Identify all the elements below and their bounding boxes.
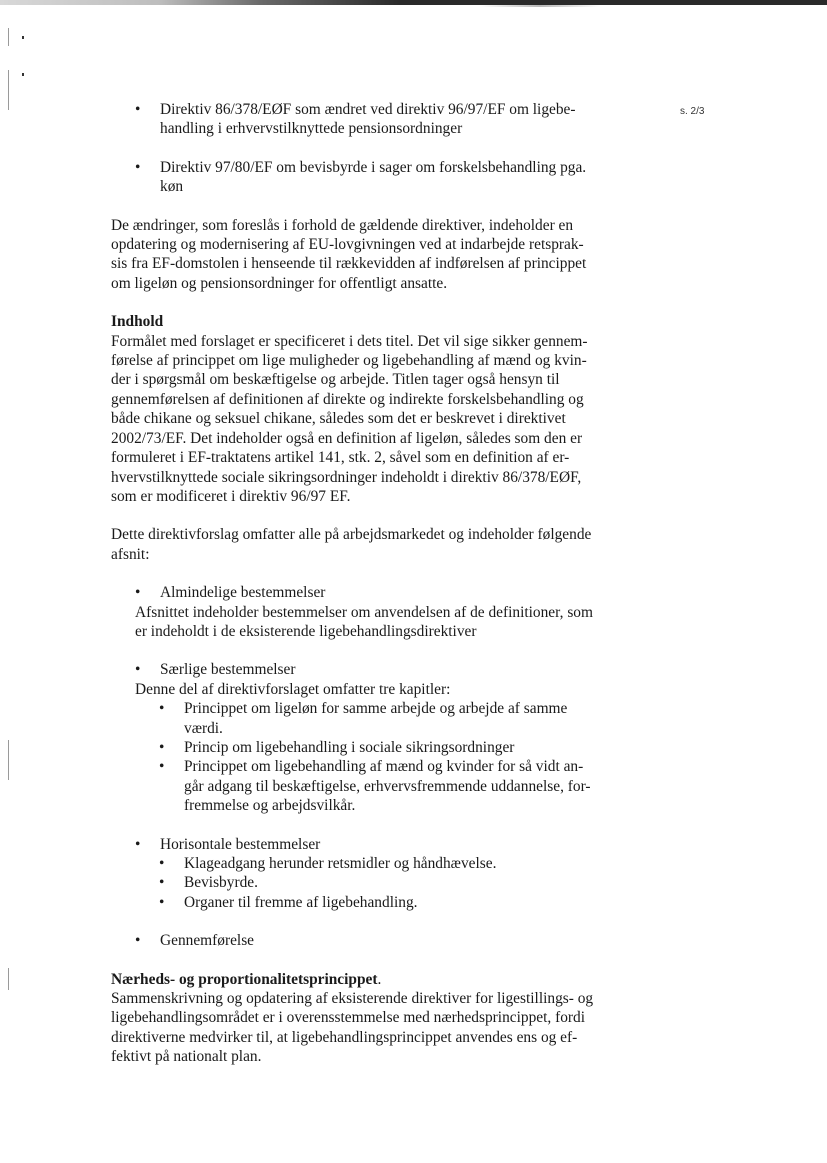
directive-list — [111, 100, 631, 197]
scan-speck — [22, 73, 24, 76]
list-item-almindelige: • Almindelige bestemmelser — [111, 583, 631, 602]
scan-margin-mark — [8, 28, 9, 46]
list-item: • Princippet om ligeløn for samme arbejde og arbejde af samme værdi. — [111, 699, 631, 738]
list-item-saerlige: • Særlige bestemmelser — [111, 660, 631, 679]
horisontale-item-list — [111, 854, 631, 912]
list-item: • Princippet om ligebehandling af mænd og kvinder for så vidt an- går adgang til beskæftigelse, erhvervsfremmende uddannelse, for- fremmelse og arbejdsvilkår. — [111, 757, 631, 815]
list-item: • Princip om ligebehandling i sociale sikringsordninger — [111, 738, 631, 757]
list-item: • Direktiv 97/80/EF om bevisbyrde i sager om forskelsbehandling pga. køn — [111, 158, 631, 197]
section-heading-naerhed: Nærheds- og proportionalitetsprincippet. — [111, 970, 382, 988]
section-list — [111, 583, 631, 602]
scan-edge-artifact — [0, 5, 827, 7]
paragraph-omfatter: Dette direktivforslag omfatter alle på arbejdsmarkedet og indeholder følgende afsnit: — [111, 526, 592, 563]
page-number: s. 2/3 — [680, 106, 705, 117]
section-list — [111, 835, 631, 854]
list-item: • Direktiv 86/378/EØF som ændret ved direktiv 96/97/EF om ligebe- handling i erhvervstilknyttede pensionsordninger — [111, 100, 631, 139]
scan-margin-mark — [8, 740, 9, 780]
list-item-horisontale: • Horisontale bestemmelser — [111, 835, 631, 854]
list-item-gennemforelse: • Gennemførelse — [111, 931, 631, 950]
scan-speck — [22, 36, 24, 39]
document-body — [111, 100, 631, 1067]
saerlige-description: Denne del af direktivforslaget omfatter tre kapitler: — [135, 680, 451, 698]
almindelige-description: Afsnittet indeholder bestemmelser om anvendelsen af de definitioner, som er indeholdt i de eksisterende ligebehandlingsdirektiver — [135, 603, 593, 640]
list-item: • Klageadgang herunder retsmidler og håndhævelse. — [111, 854, 631, 873]
section-heading-indhold: Indhold — [111, 313, 164, 331]
list-item: • Bevisbyrde. — [111, 873, 631, 892]
list-item: • Organer til fremme af ligebehandling. — [111, 893, 631, 912]
saerlige-chapter-list — [111, 699, 631, 815]
paragraph-naerhed: Sammenskrivning og opdatering af eksisterende direktiver for ligestillings- og ligebehandlingsområdet er i overensstemmelse med nærhedsprincippet, fordi direktiverne medvirker til, at ligebehandlingsprincippet anvendes ens og ef- fektivt på nationalt plan. — [111, 990, 594, 1066]
paragraph-changes: De ændringer, som foreslås i forhold de gældende direktiver, indeholder en opdatering og modernisering af EU-lovgivningen ved at indarbejde retsprak- sis fra EF-domstolen i henseende til rækkevidden af indførelsen af princippet om ligeløn og pensionsordninger for offentligt ansatte. — [111, 216, 587, 292]
scan-margin-mark — [8, 968, 9, 990]
section-list — [111, 931, 631, 950]
section-list — [111, 660, 631, 679]
paragraph-indhold: Formålet med forslaget er specificeret i dets titel. Det vil sige sikker gennem- førelse af princippet om lige muligheder og ligebehandling af mænd og kvin- der i spørgsmål om beskæftigelse og arbejde. Titlen tager også hensyn til gennemførelsen af definitionen af direkte og indirekte forskelsbehandling og både chikane og seksuel chikane, således som det er beskrevet i direktivet 2002/73/EF. Det indeholder også en definition af ligeløn, således som den er formuleret i EF-traktatens artikel 141, stk. 2, såvel som en definition af er- hvervstilknyttede sociale sikringsordninger indeholdt i direktiv 86/378/EØF, som er modificeret i direktiv 96/97 EF. — [111, 332, 588, 505]
scan-margin-mark — [8, 70, 9, 110]
